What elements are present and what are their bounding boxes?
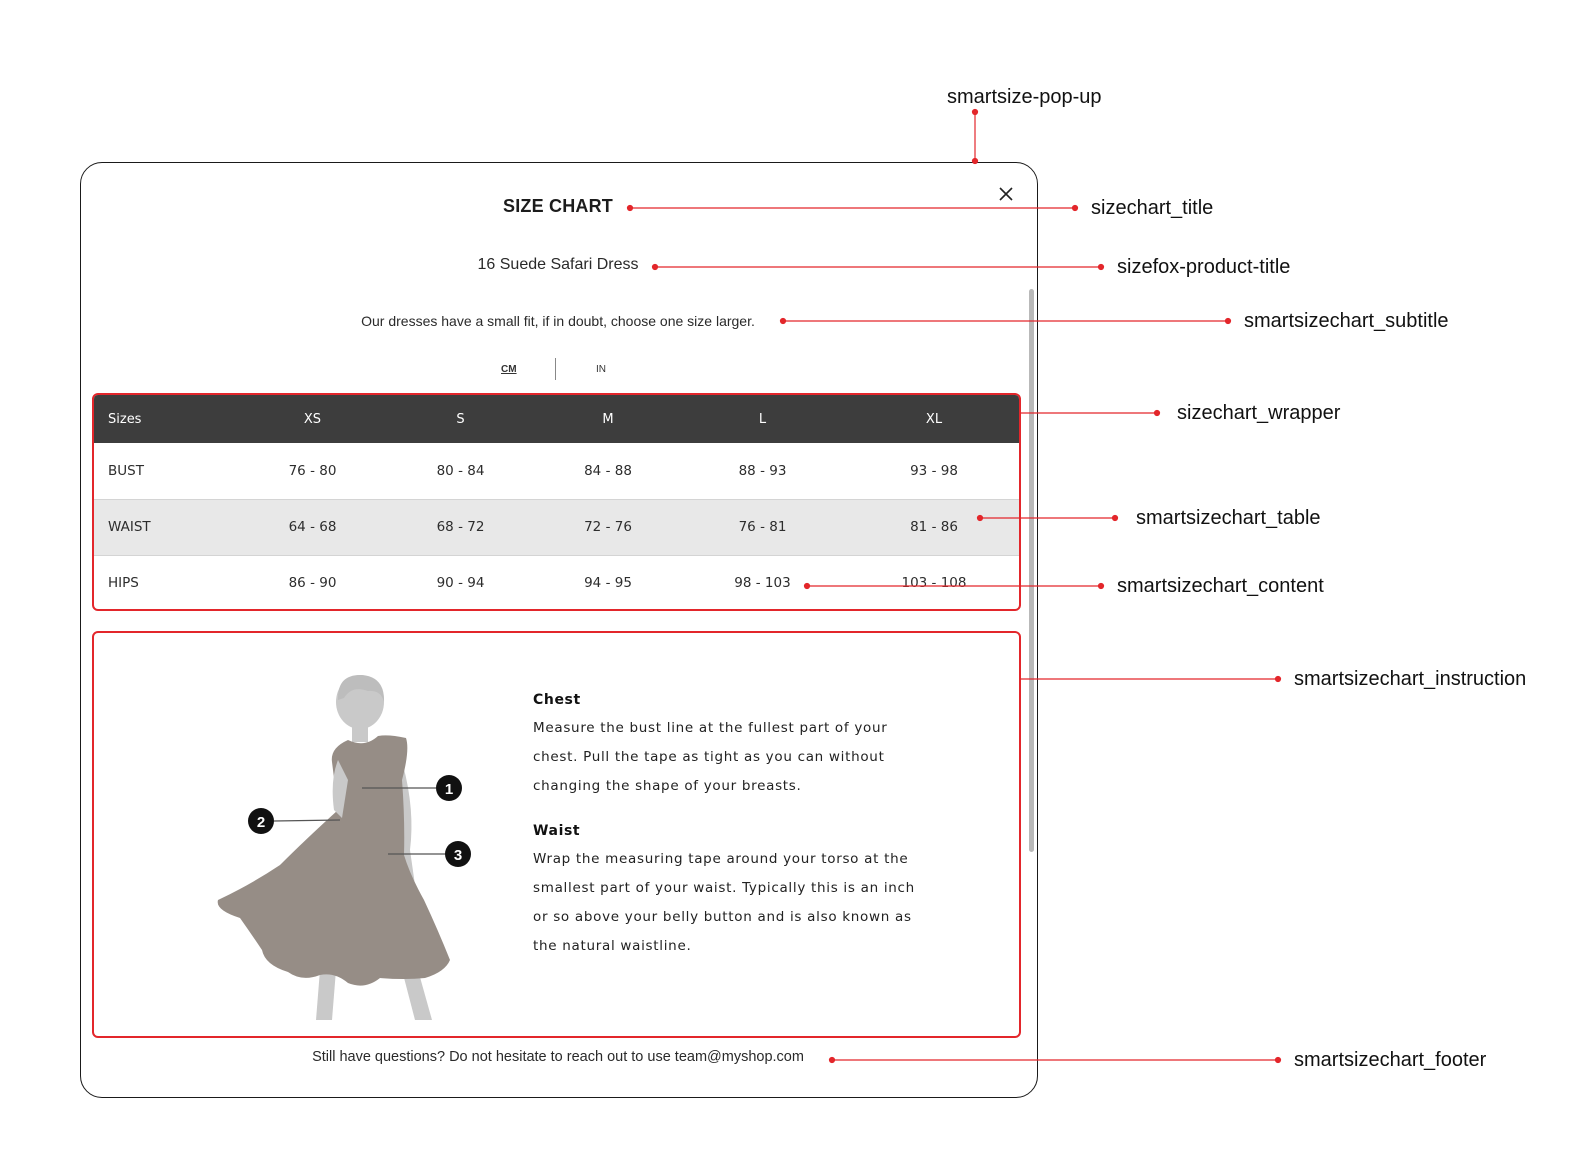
annotation-label-wrapper: sizechart_wrapper bbox=[1177, 402, 1341, 424]
waist-line-text: Wrap the measuring tape around your torso at the bbox=[533, 851, 909, 867]
table-cell: 72 - 76 bbox=[584, 519, 632, 535]
table-cell: 76 - 80 bbox=[288, 462, 337, 479]
annotation-label-content: smartsizechart_content bbox=[1117, 575, 1324, 597]
annotation-line-content bbox=[805, 584, 1104, 589]
annotation-line-product-title bbox=[653, 265, 1104, 270]
table-cell: 94 - 95 bbox=[584, 575, 632, 592]
unit-in-button[interactable]: IN bbox=[596, 364, 606, 375]
annotation-label-product-title: sizefox-product-title bbox=[1117, 256, 1291, 278]
table-cell: 93 - 98 bbox=[910, 462, 958, 479]
chest-line-text: chest. Pull the tape as tight as you can without bbox=[533, 749, 885, 765]
size-chart-footer: Still have questions? Do not hesitate to reach out to use team@myshop.com bbox=[312, 1049, 804, 1065]
annotation-label-title: sizechart_title bbox=[1091, 197, 1214, 219]
chest-line-text: changing the shape of your breasts. bbox=[533, 778, 802, 794]
waist-line-text: smallest part of your waist. Typically this is an inch bbox=[533, 880, 915, 896]
table-cell: 76 - 81 bbox=[738, 519, 787, 535]
table-cell: 103 - 108 bbox=[901, 575, 967, 592]
table-header-cell: L bbox=[758, 411, 767, 427]
table-cell: HIPS bbox=[108, 575, 139, 592]
chest-line-text: Measure the bust line at the fullest part of your bbox=[533, 720, 888, 736]
marker-1-label: 1 bbox=[444, 781, 454, 798]
waist-line-text: the natural waistline. bbox=[533, 938, 692, 954]
table-cell: BUST bbox=[108, 462, 144, 479]
annotation-label-subtitle: smartsizechart_subtitle bbox=[1244, 310, 1449, 332]
table-cell: 81 - 86 bbox=[910, 519, 958, 535]
annotation-line-table bbox=[978, 516, 1118, 521]
table-cell: 84 - 88 bbox=[584, 462, 632, 479]
waist-heading: Waist bbox=[533, 823, 581, 839]
chest-heading: Chest bbox=[533, 692, 581, 708]
table-header-cell: XL bbox=[925, 411, 943, 427]
table-header-cell: S bbox=[456, 411, 465, 427]
marker-3-label: 3 bbox=[453, 847, 463, 864]
product-title: 16 Suede Safari Dress bbox=[477, 256, 639, 273]
table-header-cell: M bbox=[602, 411, 614, 427]
annotation-line-instruction bbox=[1020, 677, 1281, 682]
table-header-cell: XS bbox=[303, 411, 322, 427]
table-cell: 64 - 68 bbox=[288, 519, 337, 535]
table-cell: 68 - 72 bbox=[436, 519, 485, 535]
annotation-line-wrapper bbox=[1020, 411, 1160, 416]
table-cell: WAIST bbox=[108, 519, 151, 535]
table-cell: 86 - 90 bbox=[288, 575, 337, 592]
annotation-label-instruction: smartsizechart_instruction bbox=[1294, 668, 1527, 690]
table-cell: 88 - 93 bbox=[738, 462, 787, 479]
unit-cm-button[interactable]: CM bbox=[501, 364, 517, 375]
waist-line-text: or so above your belly button and is also known as bbox=[533, 909, 912, 925]
table-cell: 90 - 94 bbox=[436, 575, 485, 592]
table-header-cell: Sizes bbox=[108, 411, 142, 427]
annotation-line-popup bbox=[973, 110, 978, 164]
size-chart-title: SIZE CHART bbox=[503, 196, 613, 216]
marker-2-label: 2 bbox=[256, 814, 266, 831]
annotation-label-popup: smartsize-pop-up bbox=[947, 86, 1102, 108]
table-cell: 98 - 103 bbox=[734, 575, 791, 592]
annotation-line-subtitle bbox=[781, 319, 1231, 324]
annotation-label-table: smartsizechart_table bbox=[1136, 507, 1321, 529]
annotation-line-title bbox=[628, 206, 1078, 211]
annotation-label-footer: smartsizechart_footer bbox=[1294, 1049, 1487, 1071]
size-chart-subtitle: Our dresses have a small fit, if in doubt, choose one size larger. bbox=[361, 313, 755, 329]
table-cell: 80 - 84 bbox=[436, 462, 485, 479]
annotation-line-footer bbox=[830, 1058, 1281, 1063]
